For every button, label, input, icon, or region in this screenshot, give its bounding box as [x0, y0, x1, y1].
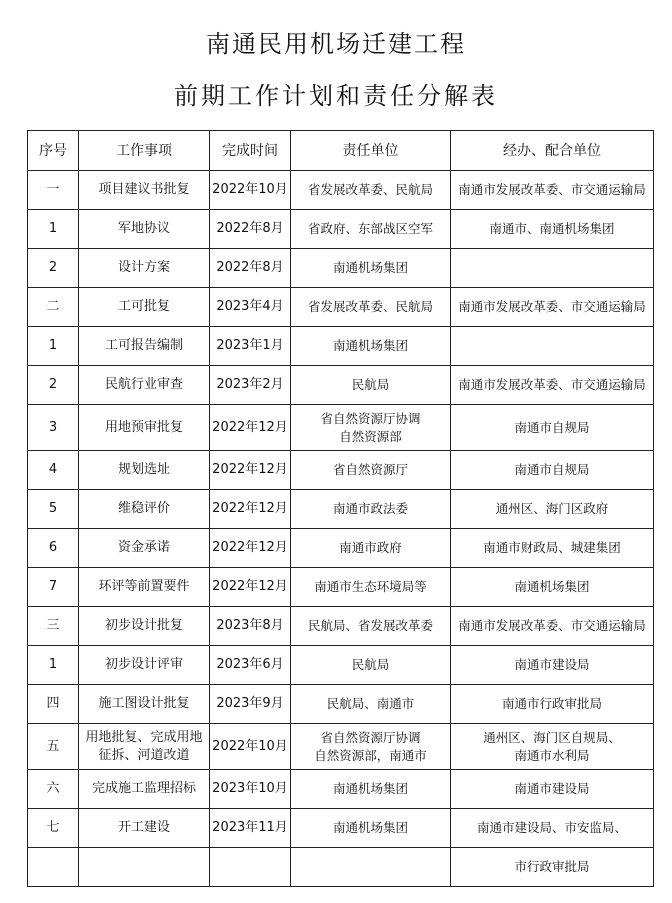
table-row: [28, 848, 654, 887]
cell-time: 2022年8月: [210, 249, 291, 288]
cell-cooperating: 南通机场集团: [451, 568, 654, 607]
table-row: [28, 249, 654, 288]
cell-time: 2022年12月: [210, 451, 291, 490]
cell-responsible: 民航局、省发展改革委: [291, 607, 451, 646]
cell-cooperating: 南通市建设局、市安监局、: [451, 809, 654, 848]
cell-cooperating: [451, 249, 654, 288]
table-row: [28, 490, 654, 529]
cell-responsible: 省自然资源厅: [291, 451, 451, 490]
cell-seq: 7: [28, 568, 79, 607]
cell-seq: 1: [28, 327, 79, 366]
cell-time: 2023年4月: [210, 288, 291, 327]
cell-item: 项目建议书批复: [79, 171, 210, 210]
cell-seq: 2: [28, 366, 79, 405]
table-row: [28, 327, 654, 366]
cell-time: 2023年10月: [210, 770, 291, 809]
cell-item: 规划选址: [79, 451, 210, 490]
cell-item: 军地协议: [79, 210, 210, 249]
header-seq: 序号: [28, 131, 79, 171]
cell-cooperating: 南通市发展改革委、市交通运输局: [451, 366, 654, 405]
cell-seq: 六: [28, 770, 79, 809]
table-row: [28, 646, 654, 685]
cell-seq: 3: [28, 405, 79, 451]
cell-responsible: 南通市生态环境局等: [291, 568, 451, 607]
header-time: 完成时间: [210, 131, 291, 171]
cell-time: 2022年12月: [210, 405, 291, 451]
cell-item: [79, 848, 210, 887]
cell-seq: 一: [28, 171, 79, 210]
cell-responsible: 南通机场集团: [291, 809, 451, 848]
cell-cooperating: 南通市自规局: [451, 405, 654, 451]
cell-item: 施工图设计批复: [79, 685, 210, 724]
cell-cooperating: 市行政审批局: [451, 848, 654, 887]
header-item: 工作事项: [79, 131, 210, 171]
table-row: [28, 288, 654, 327]
cell-time: 2022年12月: [210, 568, 291, 607]
header-cooperating: 经办、配合单位: [451, 131, 654, 171]
cell-cooperating: 南通市建设局: [451, 646, 654, 685]
cell-seq: 七: [28, 809, 79, 848]
cell-seq: 二: [28, 288, 79, 327]
cell-responsible: 南通市政法委: [291, 490, 451, 529]
cell-item: 完成施工监理招标: [79, 770, 210, 809]
cell-responsible: 民航局: [291, 646, 451, 685]
cell-time: 2023年9月: [210, 685, 291, 724]
cell-cooperating: 南通市发展改革委、市交通运输局: [451, 171, 654, 210]
table-row: [28, 724, 654, 770]
table-row: [28, 770, 654, 809]
table-row: [28, 210, 654, 249]
document-subtitle: 前期工作计划和责任分解表: [174, 82, 498, 110]
plan-table: [27, 130, 654, 887]
cell-item: 工可批复: [79, 288, 210, 327]
cell-time: 2022年12月: [210, 529, 291, 568]
cell-responsible: 南通机场集团: [291, 327, 451, 366]
cell-item: 维稳评价: [79, 490, 210, 529]
cell-time: 2022年12月: [210, 490, 291, 529]
cell-responsible: 省发展改革委、民航局: [291, 171, 451, 210]
cell-time: 2022年10月: [210, 724, 291, 770]
cell-seq: [28, 848, 79, 887]
cell-cooperating: 南通市发展改革委、市交通运输局: [451, 288, 654, 327]
cell-item: 用地批复、完成用地 征拆、河道改道: [79, 724, 210, 770]
cell-responsible: 省自然资源厅协调 自然资源部: [291, 405, 451, 451]
cell-item: 初步设计评审: [79, 646, 210, 685]
cell-seq: 四: [28, 685, 79, 724]
table-row: [28, 809, 654, 848]
cell-responsible: 民航局、南通市: [291, 685, 451, 724]
table-row: [28, 405, 654, 451]
cell-responsible: [291, 848, 451, 887]
cell-seq: 5: [28, 490, 79, 529]
cell-cooperating: 南通市建设局: [451, 770, 654, 809]
cell-responsible: 省自然资源厅协调 自然资源部，南通市: [291, 724, 451, 770]
cell-cooperating: 南通市、南通机场集团: [451, 210, 654, 249]
cell-seq: 1: [28, 646, 79, 685]
cell-item: 环评等前置要件: [79, 568, 210, 607]
table-header-row: [28, 131, 654, 171]
header-responsible: 责任单位: [291, 131, 451, 171]
cell-item: 开工建设: [79, 809, 210, 848]
cell-item: 设计方案: [79, 249, 210, 288]
table-row: [28, 568, 654, 607]
cell-item: 资金承诺: [79, 529, 210, 568]
cell-seq: 2: [28, 249, 79, 288]
cell-time: 2023年6月: [210, 646, 291, 685]
cell-responsible: 南通市政府: [291, 529, 451, 568]
cell-responsible: 民航局: [291, 366, 451, 405]
cell-seq: 三: [28, 607, 79, 646]
table-row: [28, 529, 654, 568]
cell-cooperating: 南通市发展改革委、市交通运输局: [451, 607, 654, 646]
cell-time: 2023年8月: [210, 607, 291, 646]
cell-seq: 五: [28, 724, 79, 770]
cell-cooperating: 南通市自规局: [451, 451, 654, 490]
cell-responsible: 省发展改革委、民航局: [291, 288, 451, 327]
cell-seq: 6: [28, 529, 79, 568]
cell-cooperating: 南通市财政局、城建集团: [451, 529, 654, 568]
cell-responsible: 省政府、东部战区空军: [291, 210, 451, 249]
cell-cooperating: [451, 327, 654, 366]
cell-item: 工可报告编制: [79, 327, 210, 366]
document-title: 南通民用机场迁建工程: [206, 30, 466, 58]
cell-item: 初步设计批复: [79, 607, 210, 646]
cell-time: 2023年1月: [210, 327, 291, 366]
cell-time: 2023年2月: [210, 366, 291, 405]
table-row: [28, 366, 654, 405]
cell-seq: 4: [28, 451, 79, 490]
cell-cooperating: 通州区、海门区政府: [451, 490, 654, 529]
table-row: [28, 171, 654, 210]
cell-seq: 1: [28, 210, 79, 249]
cell-item: 民航行业审查: [79, 366, 210, 405]
cell-time: [210, 848, 291, 887]
cell-time: 2022年8月: [210, 210, 291, 249]
table-row: [28, 685, 654, 724]
table-row: [28, 607, 654, 646]
cell-time: 2023年11月: [210, 809, 291, 848]
cell-cooperating: 南通市行政审批局: [451, 685, 654, 724]
cell-time: 2022年10月: [210, 171, 291, 210]
cell-responsible: 南通机场集团: [291, 770, 451, 809]
cell-item: 用地预审批复: [79, 405, 210, 451]
table-row: [28, 451, 654, 490]
cell-cooperating: 通州区、海门区自规局、 南通市水利局: [451, 724, 654, 770]
cell-responsible: 南通机场集团: [291, 249, 451, 288]
